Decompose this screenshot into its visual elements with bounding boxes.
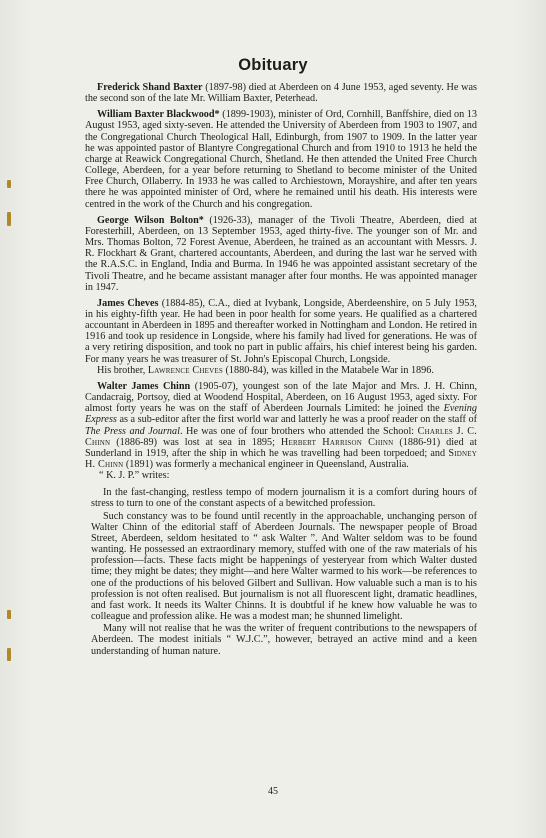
entry-name: Frederick Shand Baxter (97, 82, 203, 93)
publication-title: Evening Express (85, 403, 477, 426)
entry-name: James Cheves (97, 297, 159, 309)
entry-blackwood (85, 109, 477, 209)
page-title: Obituary (238, 56, 308, 74)
margin-mark (7, 212, 11, 226)
entry-chinn: Walter James Chinn (1905-07), youngest son of the late Major and Mrs. J. H. Chinn, Candacraig, Portsoy, died at Woodend Hospital, Aberdeen, on 16 August 1953, aged sixty. For almost forty years he was on the staff of Aberdeen Journals Limited: he joined the Evening Express as a sub-editor after the first world war and latterly he was a proof reader on the staff of The Press and Journal. He was one of four brothers who attended the School: Charles J. C. Chinn (1886-89) was lost at sea in 1895; Herbert Harrison Chinn (1886-91) died at Sunderland in 1919, after the ship in which he was travelling had been torpedoed; and Sidney H. Chinn (1891) was formerly a mechanical engineer in Queensland, Australia. (85, 380, 478, 470)
obituary-body (85, 82, 477, 658)
entry-text: (1897-98) died at Aberdeen on 4 June 1953, aged seventy. He was the second son of the late Mr. William Baxter, Peterhead. (85, 82, 477, 105)
entry-name: William Baxter Blackwood* (97, 109, 220, 121)
brother-name: Charles J. C. Chinn (85, 425, 477, 448)
margin-mark (7, 648, 11, 661)
writes-line: “ K. J. P.” writes: (99, 470, 170, 482)
tribute-quote (91, 487, 477, 656)
margin-mark (7, 180, 11, 188)
entry-bolton (85, 215, 477, 293)
entry-text: (1926-33), manager of the Tivoli Theatre, Aberdeen, died at Foresterhill, Aberdeen, on 13 September 1953, aged thirty-five. The younger son of Mr. and Mrs. Thomas Bolton, 72 Forest Avenue, Aberdeen, he trained as an accountant with Messrs. J. R. Flockhart & Grant, chartered accountants, Aberdeen, and during the last war he served with the R.A.S.C. in England, India and Burma. In 1946 he was appointed assistant secretary of the Tivoli Theatre, and he became assistant manager after four months. He was appointed manager in 1947. (85, 214, 477, 293)
entry-cheves (85, 298, 477, 365)
quote-paragraph: Many will not realise that he was the writer of frequent contributions to the newspapers of Aberdeen. The modest initials “ W.J.C.”, however, betrayed an active mind and a keen understanding of human nature. (91, 623, 477, 657)
entry-cheves-brother: His brother, Lawrence Cheves (1880-84), was killed in the Matabele War in 1896. (97, 364, 434, 376)
margin-mark (7, 610, 11, 619)
page-number: 45 (268, 786, 278, 797)
quote-paragraph: Such constancy was to be found until recently in the approachable, unchanging person of Walter Chinn of the editorial staff of Aberdeen Journals. The newspaper people of Broad Street, Aberdeen, seldom hesitated to “ ask Walter ”. And Walter seldom was to be found wanting. He possessed an extraordinary memory, stuffed with one of the raw materials of his profession—facts. These facts might be happenings of yesteryear from which Walter dusted time; they might be dates; they might—and here Walter warmed to his work—be references to one of the productions of his beloved Gilbert and Sullivan. How valuable such a man is to his profession is not often realised. But journalism is not all fluorescent light, dramatic headlines, and fast work. It needs its Walter Chinns. It is doubtful if he knew how valuable he was to colleague and profession alike. He was a modest man; he shunned limelight. (91, 510, 477, 623)
entry-name: Walter James Chinn (97, 380, 191, 392)
entry-baxter (85, 82, 477, 104)
entry-text: (1884-85), C.A., died at Ivybank, Longside, Aberdeenshire, on 5 July 1953, in his eighty-fifth year. He had been in poor health for some years. He qualified as a chartered accountant in Aberdeen in 1895 and thereafter worked in Nottingham and London. He retired in 1916 and took up residence in Longside, where his family had lived for generations. He was of a very retiring disposition, and took no part in public affairs, his chief interest being his garden. For many years he was treasurer of St. John's Episcopal Church, Longside. (85, 297, 477, 365)
brother-name: Herbert Harrison Chinn (280, 436, 394, 448)
brother-name: Lawrence Cheves (147, 364, 223, 376)
entry-text: (1899-1903), minister of Ord, Cornhill, Banffshire, died on 13 August 1953, aged sixty-seven. He attended the University of Aberdeen from 1903 to 1907, and the Congregational Church Theological Hall, Edinburgh, from 1907 to 1909. In the latter year he was appointed pastor of Blantyre Congregational Church and from 1910 to 1913 he held the charge at Reawick Congregational Church, Shetland. He then attended the United Free Church College, Aberdeen, for a year before returning to Shetland to become minister of the United Free Church, Ollaberry. In 1933 he was called to Archiestown, Morayshire, and after ten years there he was appointed minister of Ord, where he remained until his death. His interests were centred in the work of the Church and his congregation. (85, 109, 477, 210)
entry-name: George Wilson Bolton* (97, 214, 204, 226)
quote-paragraph: In the fast-changing, restless tempo of modern journalism it is a comfort during hours of stress to turn to one of the constant aspects of a bewitched profession. (91, 487, 477, 510)
publication-title: The Press and Journal (85, 425, 180, 437)
brother-name: Sidney H. Chinn (85, 447, 477, 470)
